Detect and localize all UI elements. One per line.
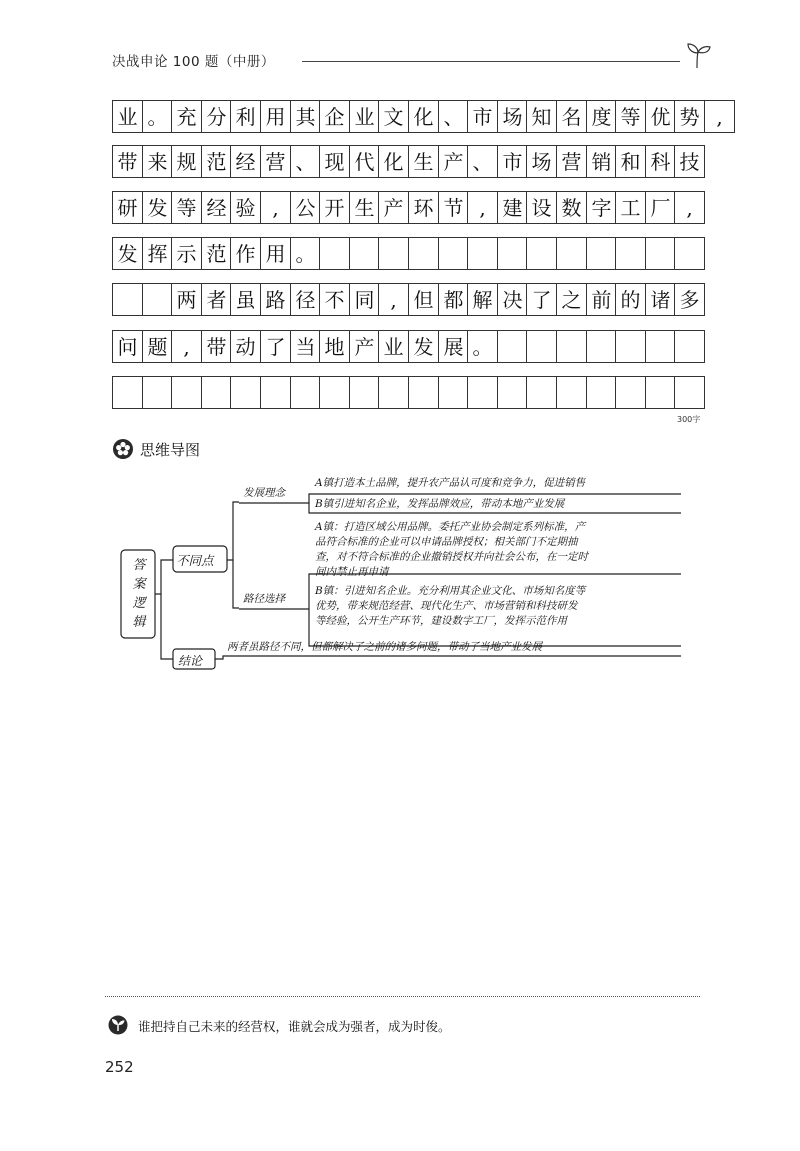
branch-differences: 不同点 bbox=[176, 553, 214, 568]
grid-cell bbox=[408, 237, 439, 270]
grid-cell: 分 bbox=[201, 100, 232, 133]
grid-cell: 、 bbox=[438, 100, 469, 133]
grid-cell bbox=[674, 330, 705, 363]
grid-row bbox=[112, 191, 705, 226]
grid-cell bbox=[497, 330, 528, 363]
grid-row bbox=[112, 145, 705, 180]
grid-cell bbox=[556, 376, 587, 409]
grid-cell bbox=[349, 376, 380, 409]
grid-cell: 等 bbox=[615, 100, 646, 133]
grid-cell: 节 bbox=[438, 191, 469, 224]
path-a-line: 间内禁止再申请 bbox=[315, 566, 389, 578]
grid-cell bbox=[615, 237, 646, 270]
grid-cell: 解 bbox=[467, 283, 498, 316]
grid-cell: 路 bbox=[260, 283, 291, 316]
grid-cell bbox=[408, 376, 439, 409]
grid-cell: 前 bbox=[586, 283, 617, 316]
grid-cell bbox=[526, 237, 557, 270]
grid-cell: 范 bbox=[201, 237, 232, 270]
grid-cell: 营 bbox=[260, 145, 291, 178]
grid-cell: 度 bbox=[586, 100, 617, 133]
grid-cell: 技 bbox=[674, 145, 705, 178]
grid-cell bbox=[645, 237, 676, 270]
grid-cell bbox=[526, 330, 557, 363]
grid-cell: 字 bbox=[586, 191, 617, 224]
grid-cell: 和 bbox=[615, 145, 646, 178]
grid-cell bbox=[201, 376, 232, 409]
grid-cell: 业 bbox=[378, 330, 409, 363]
path-b-line: 优势，带来规范经营、现代化生产、市场营销和科技研发 bbox=[315, 600, 578, 612]
grid-cell: 建 bbox=[497, 191, 528, 224]
grid-cell: 研 bbox=[112, 191, 143, 224]
grid-cell: 产 bbox=[349, 330, 380, 363]
grid-cell bbox=[112, 376, 143, 409]
path-a-line: 查，对不符合标准的企业撤销授权并向社会公布，在一定时 bbox=[315, 551, 588, 563]
grid-cell: 工 bbox=[615, 191, 646, 224]
grid-cell: 、 bbox=[290, 145, 321, 178]
grid-cell bbox=[467, 237, 498, 270]
branch-conclusion: 结论 bbox=[178, 654, 203, 668]
grid-cell: 营 bbox=[556, 145, 587, 178]
concept-line-b: B镇引进知名企业，发挥品牌效应，带动本地产业发展 bbox=[315, 498, 565, 510]
grid-cell: 企 bbox=[319, 100, 350, 133]
grid-cell bbox=[556, 237, 587, 270]
grid-cell: 产 bbox=[438, 145, 469, 178]
grid-cell: 发 bbox=[112, 237, 143, 270]
grid-cell: 化 bbox=[408, 100, 439, 133]
grid-cell bbox=[378, 237, 409, 270]
grid-cell: 不 bbox=[319, 283, 350, 316]
mind-map bbox=[115, 470, 695, 680]
grid-cell: 。 bbox=[142, 100, 173, 133]
grid-cell: 题 bbox=[142, 330, 173, 363]
book-title: 决战申论 100 题（中册） bbox=[112, 54, 275, 70]
grid-cell bbox=[645, 376, 676, 409]
grid-cell: 经 bbox=[201, 191, 232, 224]
grid-row bbox=[112, 376, 705, 411]
grid-cell: 决 bbox=[497, 283, 528, 316]
grid-cell bbox=[349, 237, 380, 270]
grid-cell bbox=[319, 237, 350, 270]
grid-cell: 生 bbox=[408, 145, 439, 178]
grid-cell: 但 bbox=[408, 283, 439, 316]
word-count-label: 300字 bbox=[677, 415, 701, 424]
grid-cell: 用 bbox=[260, 237, 291, 270]
concept-line-a: A镇打造本土品牌，提升农产品认可度和竞争力，促进销售 bbox=[315, 477, 586, 489]
grid-cell bbox=[586, 376, 617, 409]
grid-cell: 的 bbox=[615, 283, 646, 316]
footer-rule bbox=[105, 996, 700, 997]
grid-cell: 知 bbox=[526, 100, 557, 133]
grid-cell bbox=[171, 376, 202, 409]
grid-cell bbox=[526, 376, 557, 409]
path-a-line: A镇：打造区域公用品牌。委托产业协会制定系列标准，产 bbox=[315, 521, 586, 533]
grid-cell: 现 bbox=[319, 145, 350, 178]
grid-cell: 经 bbox=[230, 145, 261, 178]
grid-cell bbox=[615, 376, 646, 409]
grid-cell bbox=[645, 330, 676, 363]
grid-cell: 设 bbox=[526, 191, 557, 224]
grid-cell: 开 bbox=[319, 191, 350, 224]
grid-cell: 公 bbox=[290, 191, 321, 224]
grid-cell: 销 bbox=[586, 145, 617, 178]
grid-cell: 展 bbox=[438, 330, 469, 363]
grid-row bbox=[112, 237, 705, 272]
grid-cell bbox=[290, 376, 321, 409]
conclusion-text: 两者虽路径不同，但都解决了之前的诸多问题，带动了当地产业发展 bbox=[227, 641, 542, 653]
grid-cell: 厂 bbox=[645, 191, 676, 224]
grid-cell: 等 bbox=[171, 191, 202, 224]
grid-cell bbox=[497, 376, 528, 409]
grid-cell: 数 bbox=[556, 191, 587, 224]
mind-map-root: 答案逻辑 bbox=[132, 558, 146, 630]
grid-cell bbox=[438, 237, 469, 270]
grid-cell: 径 bbox=[290, 283, 321, 316]
grid-cell: 者 bbox=[201, 283, 232, 316]
grid-row bbox=[112, 330, 705, 365]
grid-cell: 市 bbox=[467, 100, 498, 133]
grid-cell: 充 bbox=[171, 100, 202, 133]
header-rule bbox=[302, 61, 680, 62]
grid-cell: , bbox=[674, 191, 705, 224]
grid-cell bbox=[674, 237, 705, 270]
grid-cell: 。 bbox=[290, 237, 321, 270]
grid-cell: 诸 bbox=[645, 283, 676, 316]
grid-cell: 示 bbox=[171, 237, 202, 270]
grid-cell bbox=[615, 330, 646, 363]
grid-cell: 化 bbox=[378, 145, 409, 178]
grid-cell: 名 bbox=[556, 100, 587, 133]
sub-path-choice: 路径选择 bbox=[243, 593, 285, 605]
grid-cell: 其 bbox=[290, 100, 321, 133]
grid-cell: 场 bbox=[526, 145, 557, 178]
page-number: 252 bbox=[105, 1058, 134, 1076]
grid-cell: 同 bbox=[349, 283, 380, 316]
grid-cell: , bbox=[704, 100, 735, 133]
grid-cell: 之 bbox=[556, 283, 587, 316]
grid-cell: 利 bbox=[230, 100, 261, 133]
sub-development-concept: 发展理念 bbox=[243, 487, 285, 499]
grid-cell: 范 bbox=[201, 145, 232, 178]
grid-cell: 带 bbox=[112, 145, 143, 178]
grid-cell: 地 bbox=[319, 330, 350, 363]
grid-cell bbox=[438, 376, 469, 409]
grid-cell: 。 bbox=[467, 330, 498, 363]
grid-cell: 挥 bbox=[142, 237, 173, 270]
grid-cell: 作 bbox=[230, 237, 261, 270]
grid-cell bbox=[142, 376, 173, 409]
grid-cell: 验 bbox=[230, 191, 261, 224]
grid-cell: 规 bbox=[171, 145, 202, 178]
sprout-icon bbox=[682, 40, 712, 70]
grid-cell bbox=[260, 376, 291, 409]
grid-cell: 优 bbox=[645, 100, 676, 133]
grid-cell: 带 bbox=[201, 330, 232, 363]
grid-cell: 、 bbox=[467, 145, 498, 178]
grid-cell: 科 bbox=[645, 145, 676, 178]
grid-cell: 两 bbox=[171, 283, 202, 316]
grid-cell: 了 bbox=[526, 283, 557, 316]
grid-cell: 发 bbox=[142, 191, 173, 224]
grid-cell: , bbox=[467, 191, 498, 224]
path-b-line: B镇：引进知名企业。充分利用其企业文化、市场知名度等 bbox=[315, 585, 586, 597]
grid-cell: 市 bbox=[497, 145, 528, 178]
grid-cell bbox=[230, 376, 261, 409]
grid-cell: 生 bbox=[349, 191, 380, 224]
page-header bbox=[112, 48, 712, 72]
grid-cell: 文 bbox=[378, 100, 409, 133]
grid-cell bbox=[112, 283, 143, 316]
grid-cell bbox=[497, 237, 528, 270]
grid-cell bbox=[467, 376, 498, 409]
quote-text: 谁把持自己未来的经营权，谁就会成为强者，成为时俊。 bbox=[138, 1019, 451, 1034]
grid-cell: 了 bbox=[260, 330, 291, 363]
grid-cell: , bbox=[171, 330, 202, 363]
grid-cell: 问 bbox=[112, 330, 143, 363]
grid-cell: , bbox=[260, 191, 291, 224]
grid-cell bbox=[586, 237, 617, 270]
grid-cell: 虽 bbox=[230, 283, 261, 316]
grid-cell: 动 bbox=[230, 330, 261, 363]
grid-cell bbox=[142, 283, 173, 316]
path-a-line: 品符合标准的企业可以申请品牌授权；相关部门不定期抽 bbox=[315, 536, 578, 548]
grid-cell: 多 bbox=[674, 283, 705, 316]
grid-row bbox=[112, 283, 705, 318]
grid-cell: 发 bbox=[408, 330, 439, 363]
grid-cell: 用 bbox=[260, 100, 291, 133]
grid-cell: 当 bbox=[290, 330, 321, 363]
grid-cell: 环 bbox=[408, 191, 439, 224]
grid-cell: 业 bbox=[349, 100, 380, 133]
path-b-line: 等经验，公开生产环节，建设数字工厂，发挥示范作用 bbox=[315, 615, 567, 627]
grid-cell: 产 bbox=[378, 191, 409, 224]
sprout-badge-icon bbox=[108, 1015, 128, 1035]
grid-cell: 都 bbox=[438, 283, 469, 316]
grid-cell: 来 bbox=[142, 145, 173, 178]
grid-cell bbox=[556, 330, 587, 363]
grid-cell: 业 bbox=[112, 100, 143, 133]
grid-cell: 场 bbox=[497, 100, 528, 133]
grid-cell: 代 bbox=[349, 145, 380, 178]
grid-cell: 势 bbox=[674, 100, 705, 133]
grid-row bbox=[112, 100, 723, 135]
grid-cell bbox=[319, 376, 350, 409]
grid-cell bbox=[586, 330, 617, 363]
grid-cell bbox=[674, 376, 705, 409]
grid-cell bbox=[378, 376, 409, 409]
grid-cell: , bbox=[378, 283, 409, 316]
flower-icon bbox=[112, 438, 134, 460]
section-title: 思维导图 bbox=[140, 441, 201, 459]
